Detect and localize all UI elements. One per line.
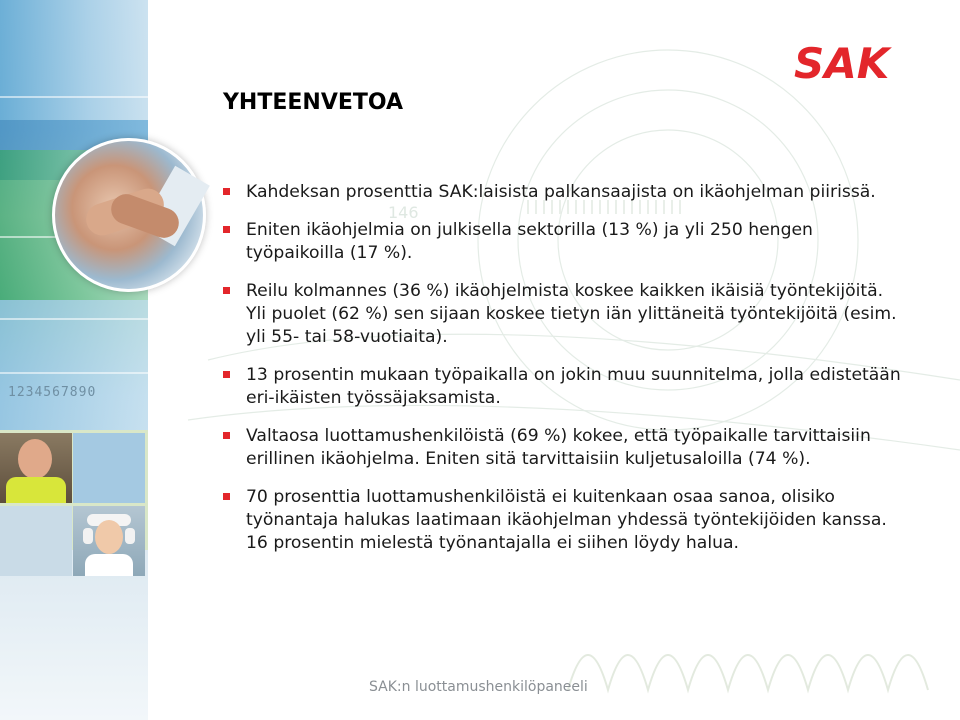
bullet-item <box>222 219 902 265</box>
bullet-text: 70 prosenttia luottamushenkilöistä ei kuitenkaan osaa sanoa, olisiko työnantaja halukas laatimaan ikäohjelman yhdessä työntekijöiden kanssa. 16 prosentin mielestä työnantajalla ei siihen löydy halua. <box>246 487 887 553</box>
slide-footer: SAK:n luottamushenkilöpaneeli <box>369 679 588 695</box>
bullet-text: Kahdeksan prosenttia SAK:laisista palkansaajista on ikäohjelman piirissä. <box>246 182 876 202</box>
worker-photo <box>0 433 72 503</box>
photo-tile-blue <box>73 433 145 503</box>
left-decorative-strip <box>0 0 148 720</box>
slide-title: YHTEENVETOA <box>223 90 404 115</box>
bullet-item <box>222 280 902 349</box>
bullet-item <box>222 425 902 471</box>
bullet-text: Reilu kolmannes (36 %) ikäohjelmista koskee kaikken ikäisiä työntekijöitä. Yli puolet (62 %) sen sijaan koskee tietyn iän ylittäneitä työntekijöitä (esim. yli 55- tai 58-vuotiaita). <box>246 281 897 347</box>
bullet-square-icon <box>223 432 230 439</box>
bullet-square-icon <box>223 371 230 378</box>
bullet-square-icon <box>223 188 230 195</box>
sak-logo <box>792 38 898 84</box>
worker-with-earmuffs-photo <box>73 506 145 576</box>
bullet-square-icon <box>223 493 230 500</box>
bullet-square-icon <box>223 287 230 294</box>
bullet-text: Eniten ikäohjelmia on julkisella sektorilla (13 %) ja yli 250 hengen työpaikoilla (17 %). <box>246 220 813 263</box>
handshake-photo <box>52 138 206 292</box>
decor-number-strip: 1234567890 <box>8 385 97 400</box>
decor-number-146: 146 <box>388 203 419 222</box>
bullet-item <box>222 486 902 555</box>
bullet-list <box>222 181 902 570</box>
svg-text:SAK: SAK <box>794 39 890 84</box>
bullet-text: 13 prosentin mukaan työpaikalla on jokin muu suunnitelma, jolla edistetään eri-ikäisten työssäjaksamista. <box>246 365 901 408</box>
bullet-item <box>222 181 902 204</box>
photo-tile-light <box>0 506 72 576</box>
bullet-text: Valtaosa luottamushenkilöistä (69 %) kokee, että työpaikalle tarvittaisiin erillinen ikäohjelma. Eniten sitä tarvittaisiin kuljetusaloilla (74 %). <box>246 426 871 469</box>
bullet-square-icon <box>223 226 230 233</box>
bullet-item <box>222 364 902 410</box>
